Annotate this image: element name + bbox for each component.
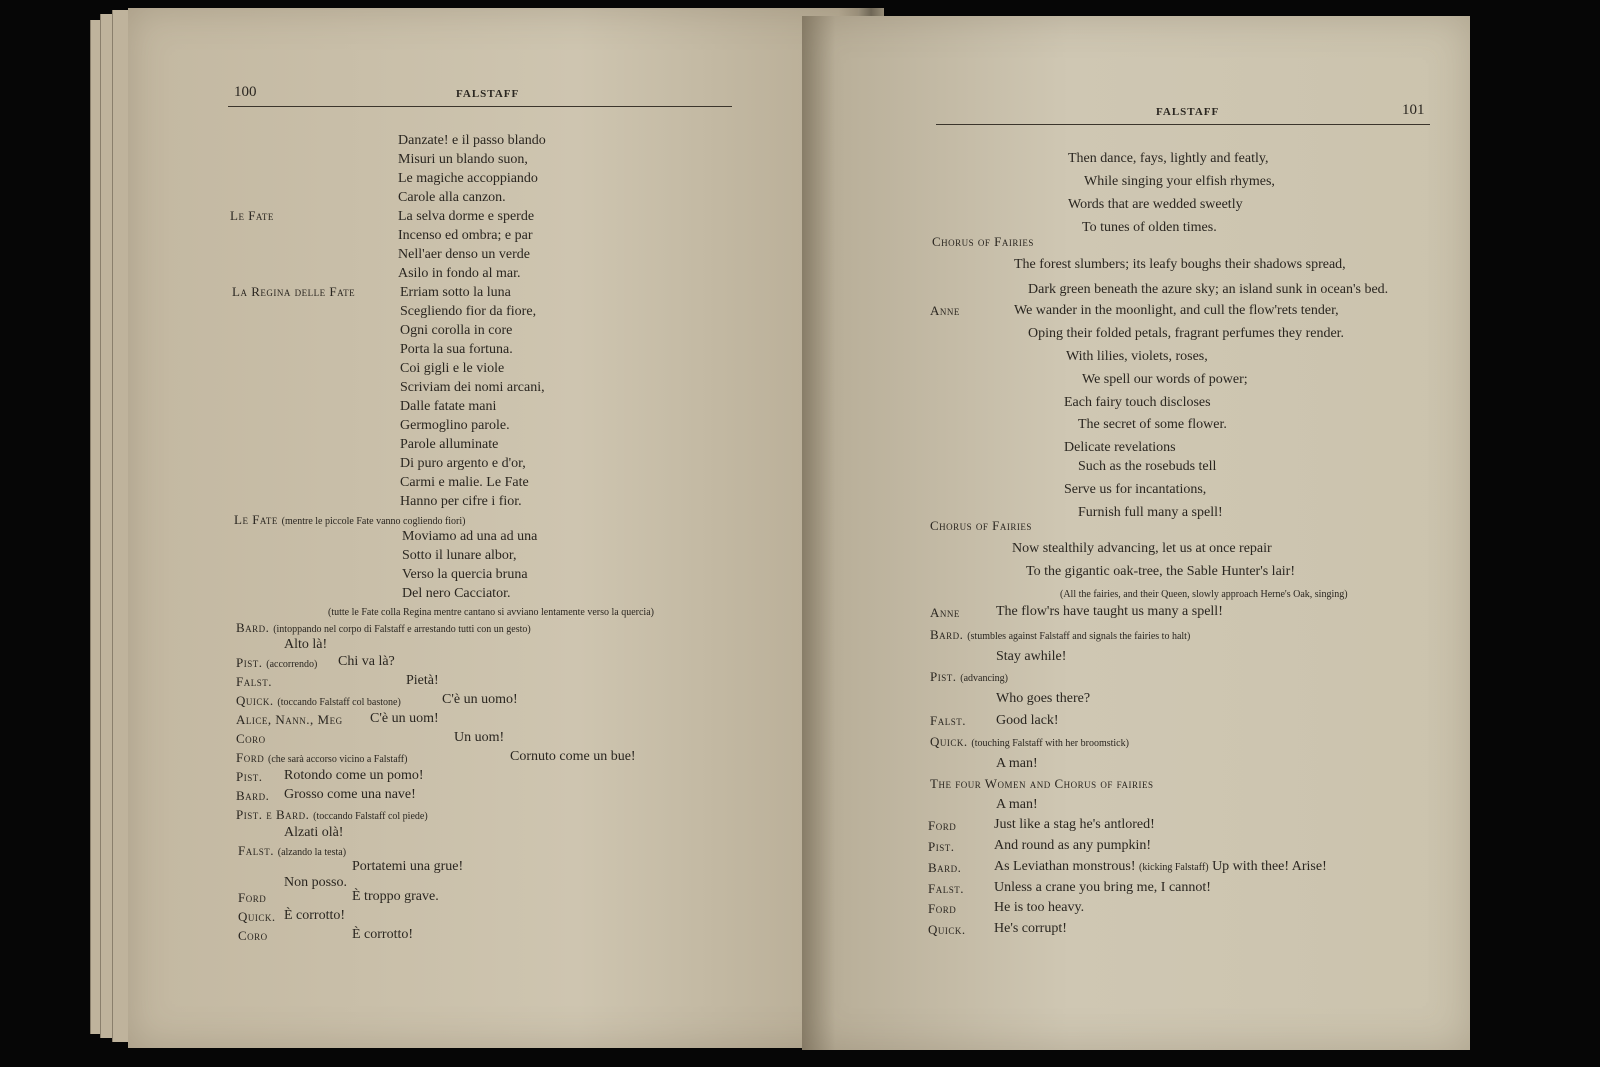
left-page — [128, 8, 876, 1048]
right-page — [802, 16, 1470, 1050]
stage-direction: (accorrendo) — [266, 659, 318, 670]
dialogue-line: Who goes there? — [996, 691, 1091, 706]
verse-line: Carmi e malie. Le Fate — [400, 475, 529, 490]
speaker: Ford — [238, 890, 267, 905]
verse-line: Del nero Cacciator. — [402, 586, 511, 601]
verse-line: Such as the rosebuds tell — [1078, 459, 1217, 474]
verse-line: Verso la quercia bruna — [402, 567, 528, 582]
header-rule — [228, 106, 732, 107]
speaker: Anne — [930, 605, 960, 620]
header-rule — [936, 124, 1430, 125]
verse-line: The secret of some flower. — [1078, 417, 1227, 432]
dialogue-line: È troppo grave. — [352, 889, 439, 904]
dialogue-line — [994, 858, 1327, 876]
stage-direction: (kicking Falstaff) — [1139, 862, 1209, 873]
verse-line: Danzate! e il passo blando — [398, 133, 546, 148]
open-book — [82, 8, 1470, 1050]
speaker: Anne — [930, 303, 960, 318]
dialogue-line: Grosso come una nave! — [284, 787, 416, 802]
verse-line: La selva dorme e sperde — [398, 209, 535, 224]
speaker — [236, 693, 401, 709]
dialogue-line: He is too heavy. — [994, 900, 1085, 915]
speaker-name: Quick. — [236, 693, 274, 708]
dialogue-text: As Leviathan monstrous! — [994, 859, 1136, 874]
verse-line: Sotto il lunare albor, — [402, 548, 517, 563]
stage-direction: (stumbles against Falstaff and signals the fairies to halt) — [967, 631, 1191, 642]
dialogue-line: Non posso. — [284, 875, 348, 890]
speaker: Ford — [928, 818, 957, 833]
verse-line: Coi gigli e le viole — [400, 361, 505, 376]
verse-line: Now stealthily advancing, let us at once repair — [1012, 541, 1272, 556]
verse-line: Asilo in fondo al mar. — [398, 266, 521, 281]
speaker-name: Ford — [236, 750, 265, 765]
speaker: Alice, Nann., Meg — [236, 712, 343, 727]
verse-line: With lilies, violets, roses, — [1066, 349, 1208, 364]
dialogue-line: And round as any pumpkin! — [994, 838, 1152, 853]
speaker: Le Fate — [230, 208, 274, 223]
speaker-name: Pist. e Bard. — [236, 807, 310, 822]
speaker — [930, 669, 1008, 685]
dialogue-line: The flow'rs have taught us many a spell! — [996, 604, 1223, 619]
verse-line: Oping their folded petals, fragrant perfumes they render. — [1028, 326, 1345, 341]
speaker — [930, 734, 1129, 750]
dialogue-text: Up with thee! Arise! — [1212, 859, 1327, 874]
speaker — [236, 620, 531, 636]
speaker: Chorus of Fairies — [930, 518, 1032, 533]
verse-line: Serve us for incantations, — [1064, 482, 1207, 497]
verse-line: Delicate revelations — [1064, 440, 1176, 455]
verse-line: We wander in the moonlight, and cull the flow'rets tender, — [1014, 303, 1339, 318]
speaker-name: Quick. — [930, 734, 968, 749]
speaker — [234, 512, 466, 528]
stage-direction: (touching Falstaff with her broomstick) — [971, 738, 1129, 749]
stage-direction: (intoppando nel corpo di Falstaff e arrestando tutti con un gesto) — [273, 624, 531, 635]
dialogue-line: Cornuto come un bue! — [510, 749, 636, 764]
dialogue-line: È corrotto! — [352, 927, 414, 942]
verse-line: While singing your elfish rhymes, — [1084, 174, 1275, 189]
stage-direction: (alzando la testa) — [277, 847, 347, 858]
verse-line: Ogni corolla in core — [400, 323, 513, 338]
speaker: Quick. — [238, 909, 276, 924]
verse-line: Moviamo ad una ad una — [402, 529, 538, 544]
speaker: Quick. — [928, 922, 966, 937]
stage-direction: (che sarà accorso vicino a Falstaff) — [267, 754, 408, 765]
dialogue-line: Stay awhile! — [996, 649, 1067, 664]
speaker-name: Pist. — [930, 669, 957, 684]
speaker-name: Pist. — [236, 655, 263, 670]
stage-direction: (advancing) — [960, 673, 1008, 684]
dialogue-line: A man! — [996, 797, 1038, 812]
speaker: Pist. — [928, 839, 955, 854]
dialogue-line: C'è un uomo! — [442, 692, 518, 707]
stage-direction: (toccando Falstaff col bastone) — [277, 697, 401, 708]
speaker: Chorus of Fairies — [932, 234, 1034, 249]
dialogue-line: A man! — [996, 756, 1038, 771]
speaker — [236, 807, 428, 823]
verse-line: Incenso ed ombra; e par — [398, 228, 533, 243]
speaker: Bard. — [236, 788, 270, 803]
verse-line: The forest slumbers; its leafy boughs their shadows spread, — [1014, 257, 1346, 272]
speaker — [238, 843, 346, 859]
verse-line: Each fairy touch discloses — [1064, 395, 1211, 410]
verse-line: Erriam sotto la luna — [400, 285, 511, 300]
verse-line: Dalle fatate mani — [400, 399, 497, 414]
dialogue-line: Alzati olà! — [284, 825, 344, 840]
stage-direction: (tutte le Fate colla Regina mentre cantano si avviano lentamente verso la quercia) — [328, 607, 654, 618]
verse-line: Parole alluminate — [400, 437, 499, 452]
speaker: La Regina delle Fate — [232, 284, 356, 299]
verse-line: Carole alla canzon. — [398, 190, 506, 205]
speaker: The four Women and Chorus of fairies — [930, 776, 1154, 791]
dialogue-line: Good lack! — [996, 713, 1059, 728]
verse-line: To the gigantic oak-tree, the Sable Hunter's lair! — [1026, 564, 1296, 579]
stage-direction: (All the fairies, and their Queen, slowly approach Herne's Oak, singing) — [1060, 589, 1348, 600]
speaker-name: Bard. — [236, 620, 270, 635]
verse-line: Hanno per cifre i fior. — [400, 494, 522, 509]
page-number: 101 — [1402, 102, 1425, 118]
verse-line: Scegliendo fior da fiore, — [400, 304, 537, 319]
verse-line: Dark green beneath the azure sky; an island sunk in ocean's bed. — [1028, 282, 1389, 297]
speaker-name: Bard. — [930, 627, 964, 642]
speaker-name: Le Fate — [234, 512, 278, 527]
verse-line: Germoglino parole. — [400, 418, 510, 433]
speaker: Falst. — [930, 713, 966, 728]
speaker-name: Falst. — [238, 843, 274, 858]
speaker: Coro — [238, 928, 268, 943]
speaker — [236, 750, 407, 766]
dialogue-line: Alto là! — [284, 637, 328, 652]
running-head: FALSTAFF — [456, 88, 520, 100]
speaker: Pist. — [236, 769, 263, 784]
dialogue-line: Unless a crane you bring me, I cannot! — [994, 880, 1211, 895]
verse-line: Furnish full many a spell! — [1078, 505, 1223, 520]
dialogue-line: Un uom! — [454, 730, 505, 745]
verse-line: Porta la sua fortuna. — [400, 342, 513, 357]
dialogue-line: Chi va là? — [338, 654, 395, 669]
verse-line: To tunes of olden times. — [1082, 220, 1217, 235]
verse-line: Misuri un blando suon, — [398, 152, 528, 167]
verse-line: Scriviam dei nomi arcani, — [400, 380, 545, 395]
verse-line: Words that are wedded sweetly — [1068, 197, 1243, 212]
dialogue-line: C'è un uom! — [370, 711, 439, 726]
dialogue-line: Just like a stag he's antlored! — [994, 817, 1155, 832]
page-number: 100 — [234, 84, 257, 100]
verse-line: We spell our words of power; — [1082, 372, 1248, 387]
speaker: Ford — [928, 901, 957, 916]
dialogue-line: Rotondo come un pomo! — [284, 768, 424, 783]
verse-line: Le magiche accoppiando — [398, 171, 538, 186]
speaker: Falst. — [236, 674, 272, 689]
speaker: Falst. — [928, 881, 964, 896]
dialogue-line: È corrotto! — [284, 908, 346, 923]
dialogue-line: Portatemi una grue! — [352, 859, 464, 874]
speaker: Coro — [236, 731, 266, 746]
speaker — [930, 627, 1190, 643]
verse-line: Di puro argento e d'or, — [400, 456, 526, 471]
speaker — [236, 655, 317, 671]
stage-direction: (mentre le piccole Fate vanno cogliendo fiori) — [281, 516, 466, 527]
stage-direction: (toccando Falstaff col piede) — [313, 811, 428, 822]
running-head: FALSTAFF — [1156, 106, 1220, 118]
verse-line: Then dance, fays, lightly and featly, — [1068, 151, 1269, 166]
speaker: Bard. — [928, 860, 962, 875]
dialogue-line: Pietà! — [406, 673, 439, 688]
dialogue-line: He's corrupt! — [994, 921, 1067, 936]
verse-line: Nell'aer denso un verde — [398, 247, 530, 262]
